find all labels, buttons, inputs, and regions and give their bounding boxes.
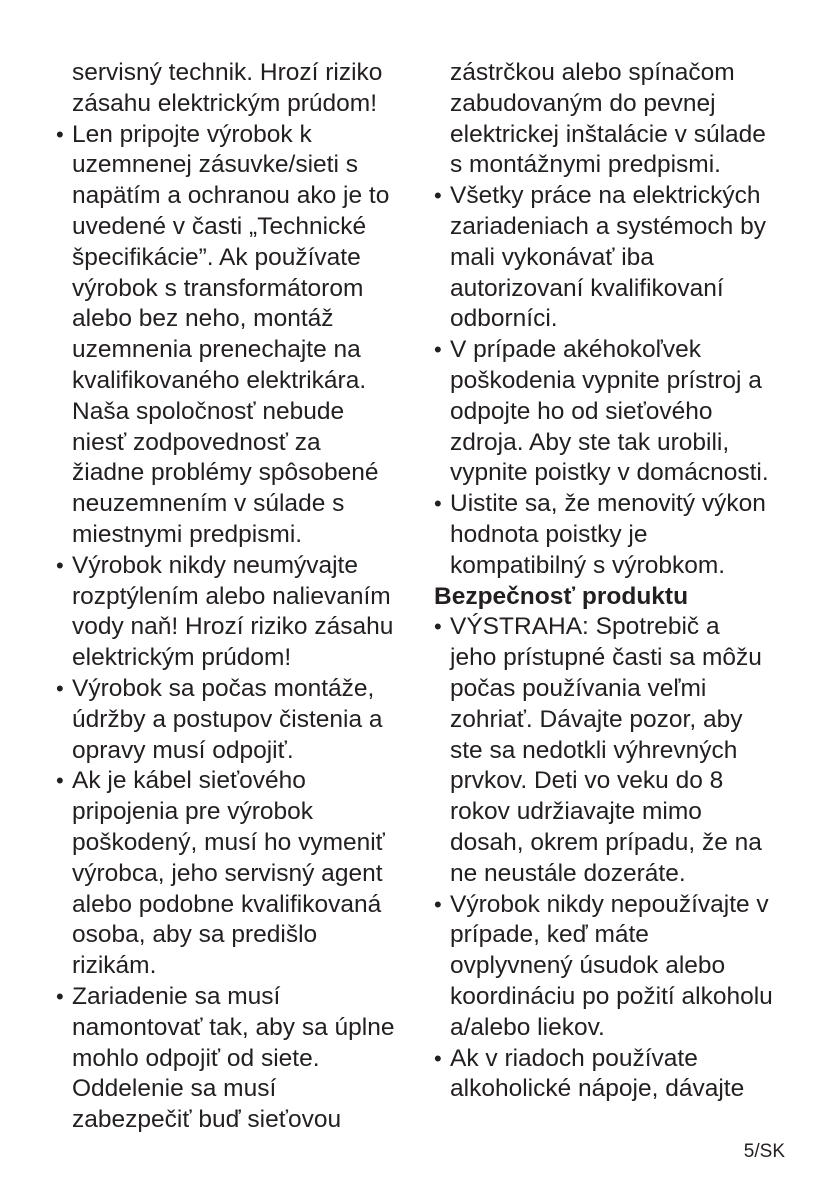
text-line: Oddelenie sa musí [72, 1075, 277, 1103]
text-line: zohriať. Dávajte pozor, aby [450, 705, 743, 733]
bullet-icon: • [56, 768, 64, 794]
text-line: neuzemnením v súlade s [72, 490, 345, 518]
text-line: zásahu elektrickým prúdom! [72, 89, 378, 117]
text-line: prvkov. Deti vo veku do 8 [450, 767, 724, 795]
text-line: ste sa nedotkli výhrevných [450, 736, 738, 764]
text-line: elektrickým prúdom! [72, 644, 292, 672]
text-line: odpojte ho od sieťového [450, 397, 713, 425]
text-line: opravy musí odpojiť. [72, 736, 294, 764]
bullet-item-start [434, 890, 796, 921]
bullet-item-start [434, 181, 796, 212]
text-line: zabudovaným do pevnej [450, 89, 716, 117]
text-line: odborníci. [450, 305, 558, 333]
text-line: miestnymi predpismi. [72, 520, 303, 548]
bullet-item-start [434, 612, 796, 643]
bullet-icon: • [434, 183, 442, 209]
bullet-icon: • [56, 675, 64, 701]
text-line: alkoholické nápoje, dávajte [450, 1075, 745, 1103]
text-line: s montážnymi predpismi. [450, 151, 721, 179]
text-line: ne neustále dozeráte. [450, 859, 686, 887]
text-line: alebo podobne kvalifikovaná [72, 890, 382, 918]
text-line: Ak v riadoch používate [450, 1044, 698, 1072]
bullet-item-start [56, 674, 412, 705]
text-line: namontovať tak, aby sa úplne [72, 1013, 395, 1041]
text-line: servisný technik. Hrozí riziko [72, 59, 383, 86]
text-line: Výrobok nikdy nepoužívajte v [450, 890, 769, 918]
text-line: prípade, keď máte [450, 921, 649, 949]
text-line: uzemnenia prenechajte na [72, 336, 361, 364]
text-line: Naša spoločnosť nebude [72, 397, 345, 425]
text-line: napätím a ochranou ako je to [72, 182, 390, 210]
text-line: Všetky práce na elektrických [450, 182, 761, 210]
text-line: Zariadenie sa musí [72, 982, 281, 1010]
text-line: uzemnenej zásuvke/sieti s [72, 151, 358, 179]
text-line: koordináciu po požití alkoholu [450, 982, 773, 1010]
warning-label: VÝSTRAHA: [450, 613, 589, 641]
text-line: dosah, okrem prípadu, že na [450, 828, 762, 856]
text-line: pripojenia pre výrobok [72, 798, 314, 826]
text-line: výrobok s transformátorom [72, 274, 364, 302]
text-line: rozptýlením alebo nalievaním [72, 582, 391, 610]
text-line: Uistite sa, že menovitý výkon [450, 490, 766, 518]
right-column [434, 58, 796, 1105]
text-line: jeho prístupné časti sa môžu [450, 644, 762, 672]
text-line: zariadeniach a systémoch by [450, 212, 766, 240]
text-line: alebo bez neho, montáž [72, 305, 334, 333]
bullet-icon: • [56, 552, 64, 578]
bullet-icon: • [434, 491, 442, 517]
text-line: kvalifikovaného elektrikára. [72, 366, 367, 394]
text-line: kompatibilný s výrobkom. [450, 551, 726, 579]
text-line: počas používania veľmi [450, 674, 707, 702]
bullet-icon: • [434, 891, 442, 917]
text-line: Ak je kábel sieťového [72, 767, 306, 795]
bullet-icon: • [434, 614, 442, 640]
text-line: rokov udržiavajte mimo [450, 798, 702, 826]
text-line: poškodený, musí ho vymeniť [72, 828, 385, 856]
page-number: 5/SK [743, 1141, 785, 1162]
text-line: ovplyvnený úsudok alebo [450, 952, 726, 980]
bullet-item-start [56, 982, 412, 1013]
left-column [56, 58, 412, 1136]
bullet-item-start [56, 551, 412, 582]
bullet-icon: • [56, 983, 64, 1009]
bullet-icon: • [56, 121, 64, 147]
text-line: Výrobok nikdy neumývajte [72, 551, 358, 579]
text-line: V prípade akéhokoľvek [450, 336, 701, 364]
text-line: rizikám. [72, 952, 157, 980]
text-line: poškodenia vypnite prístroj a [450, 366, 762, 394]
text-line: výrobca, jeho servisný agent [72, 859, 383, 887]
text-line: hodnota poistky je [450, 520, 648, 548]
bullet-icon: • [434, 337, 442, 363]
text-line: špecifikácie”. Ak používate [72, 243, 361, 271]
text-line: Výrobok sa počas montáže, [72, 674, 375, 702]
text-line: žiadne problémy spôsobené [72, 459, 379, 487]
text-line: a/alebo liekov. [450, 1013, 605, 1041]
text-line: zdroja. Aby ste tak urobili, [450, 428, 730, 456]
text-line: elektrickej inštalácie v súlade [450, 120, 766, 148]
bullet-item-start [56, 120, 412, 151]
bullet-icon: • [434, 1045, 442, 1071]
text-line: mali vykonávať iba [450, 243, 654, 271]
bullet-item-start [434, 335, 796, 366]
text-line: uvedené v časti „Technické [72, 212, 367, 240]
text-line: osoba, aby sa predišlo [72, 921, 318, 949]
text-line: Spotrebič a [588, 613, 720, 641]
bullet-item-start [434, 489, 796, 520]
section-heading: Bezpečnosť produktu [434, 582, 689, 610]
text-line: vypnite poistky v domácnosti. [450, 459, 769, 487]
text-line: niesť zodpovednosť za [72, 428, 321, 456]
bullet-item-start [434, 1044, 796, 1075]
text-line: autorizovaní kvalifikovaní [450, 274, 724, 302]
bullet-item-start [56, 766, 412, 797]
text-line: Len pripojte výrobok k [72, 120, 312, 148]
text-line: vody naň! Hrozí riziko zásahu [72, 613, 394, 641]
text-line: zabezpečiť buď sieťovou [72, 1106, 342, 1134]
text-line: zástrčkou alebo spínačom [450, 59, 735, 86]
text-line: mohlo odpojiť od siete. [72, 1044, 320, 1072]
text-line: údržby a postupov čistenia a [72, 705, 383, 733]
